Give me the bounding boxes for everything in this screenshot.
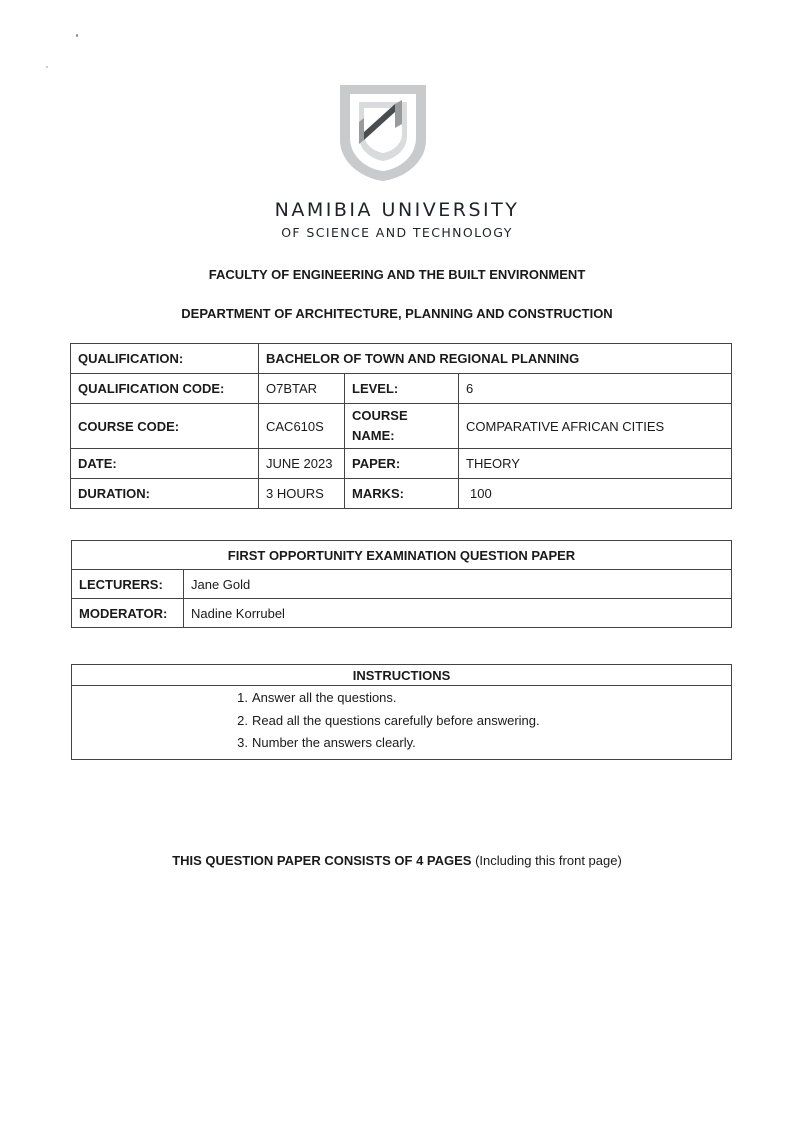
qualification-table (70, 343, 732, 509)
paper-value: THEORY (459, 449, 732, 479)
qualification-label: QUALIFICATION: (71, 344, 259, 374)
course-name-label: COURSE NAME: (345, 404, 459, 449)
level-value: 6 (459, 374, 732, 404)
instruction-number: 1. (237, 690, 248, 705)
scan-speck (76, 34, 78, 37)
instructions-table (71, 664, 732, 760)
qualification-code-value: O7BTAR (259, 374, 345, 404)
university-name: NAMIBIA UNIVERSITY (274, 199, 520, 221)
instruction-number: 3. (237, 735, 248, 750)
moderator-label: MODERATOR: (72, 599, 184, 628)
marks-value: 100 (459, 479, 732, 509)
department-heading: DEPARTMENT OF ARCHITECTURE, PLANNING AND CONSTRUCTION (181, 306, 613, 321)
university-shield-logo (337, 82, 429, 182)
exam-title: FIRST OPPORTUNITY EXAMINATION QUESTION PAPER (72, 541, 732, 570)
date-value: JUNE 2023 (259, 449, 345, 479)
date-label: DATE: (71, 449, 259, 479)
instructions-title: INSTRUCTIONS (72, 665, 732, 686)
instruction-text: Answer all the questions. (252, 690, 397, 705)
qualification-code-label: QUALIFICATION CODE: (71, 374, 259, 404)
exam-details-table (71, 540, 732, 628)
lecturers-label: LECTURERS: (72, 570, 184, 599)
level-label: LEVEL: (345, 374, 459, 404)
instruction-item (224, 687, 731, 710)
lecturers-value: Jane Gold (184, 570, 732, 599)
course-name-value: COMPARATIVE AFRICAN CITIES (459, 404, 732, 449)
instruction-number: 2. (237, 712, 248, 728)
moderator-value: Nadine Korrubel (184, 599, 732, 628)
duration-label: DURATION: (71, 479, 259, 509)
instruction-item (224, 710, 731, 733)
course-code-label: COURSE CODE: (71, 404, 259, 449)
qualification-value: BACHELOR OF TOWN AND REGIONAL PLANNING (259, 344, 732, 374)
page-count-note (0, 853, 794, 868)
university-subtitle: OF SCIENCE AND TECHNOLOGY (281, 225, 513, 240)
instructions-list (72, 686, 731, 759)
page-count-normal: (Including this front page) (471, 853, 622, 868)
course-code-value: CAC610S (259, 404, 345, 449)
duration-value: 3 HOURS (259, 479, 345, 509)
instruction-item (224, 732, 731, 755)
instruction-text: Read all the questions carefully before answering. (252, 712, 540, 728)
scan-speck (46, 66, 48, 68)
instruction-text: Number the answers clearly. (252, 735, 416, 750)
paper-label: PAPER: (345, 449, 459, 479)
marks-label: MARKS: (345, 479, 459, 509)
page-count-bold: THIS QUESTION PAPER CONSISTS OF 4 PAGES (172, 853, 472, 868)
faculty-heading: FACULTY OF ENGINEERING AND THE BUILT ENVIRONMENT (208, 267, 586, 282)
